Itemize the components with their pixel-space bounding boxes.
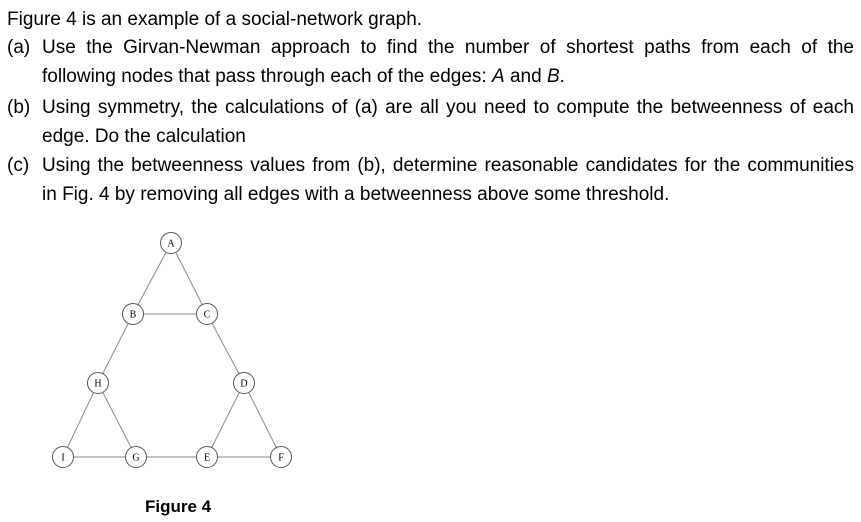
node-d (234, 373, 255, 394)
node-h (88, 373, 109, 394)
edge-h-i (63, 383, 98, 457)
question-b-label: (b) (7, 97, 31, 118)
node-a (161, 233, 182, 254)
node-e (197, 447, 218, 468)
edge-a-c (171, 243, 207, 314)
edge-h-g (98, 383, 136, 457)
question-c-text: Using the betweenness values from (b), determine reasonable candidates for the communities in Fig. 4 by removing all edges with a betweenness above some threshold. (42, 155, 854, 205)
node-a-ref: A (491, 66, 505, 87)
question-a-text: Use the Girvan-Newman approach to find the number of shortest paths from each of the following nodes that pass through each of the edges: A and B. (42, 37, 854, 87)
node-label: I (61, 452, 65, 464)
edge-b-h (98, 314, 133, 383)
edge-a-b (133, 243, 171, 314)
node-label: G (132, 452, 140, 464)
node-label: F (278, 452, 284, 464)
node-label: E (203, 452, 211, 464)
node-label: B (129, 309, 137, 321)
node-label: C (203, 309, 211, 321)
intro-text: Figure 4 is an example of a social-network graph. (7, 9, 423, 30)
question-c-label: (c) (7, 155, 30, 176)
node-b-ref: B (546, 66, 560, 87)
edge-d-e (207, 383, 244, 457)
edge-d-f (244, 383, 281, 457)
node-label: D (240, 378, 248, 390)
node-c (197, 304, 218, 325)
question-a-label: (a) (7, 37, 31, 58)
node-b (123, 304, 144, 325)
node-label: A (167, 238, 175, 250)
node-i (53, 447, 74, 468)
edge-c-d (207, 314, 244, 383)
node-g (126, 447, 147, 468)
node-f (271, 447, 292, 468)
node-label: H (94, 378, 102, 390)
figure-caption: Figure 4 (145, 497, 212, 516)
question-b-text: Using symmetry, the calculations of (a) are all you need to compute the betweenness of each edge. Do the calculation (42, 97, 854, 147)
